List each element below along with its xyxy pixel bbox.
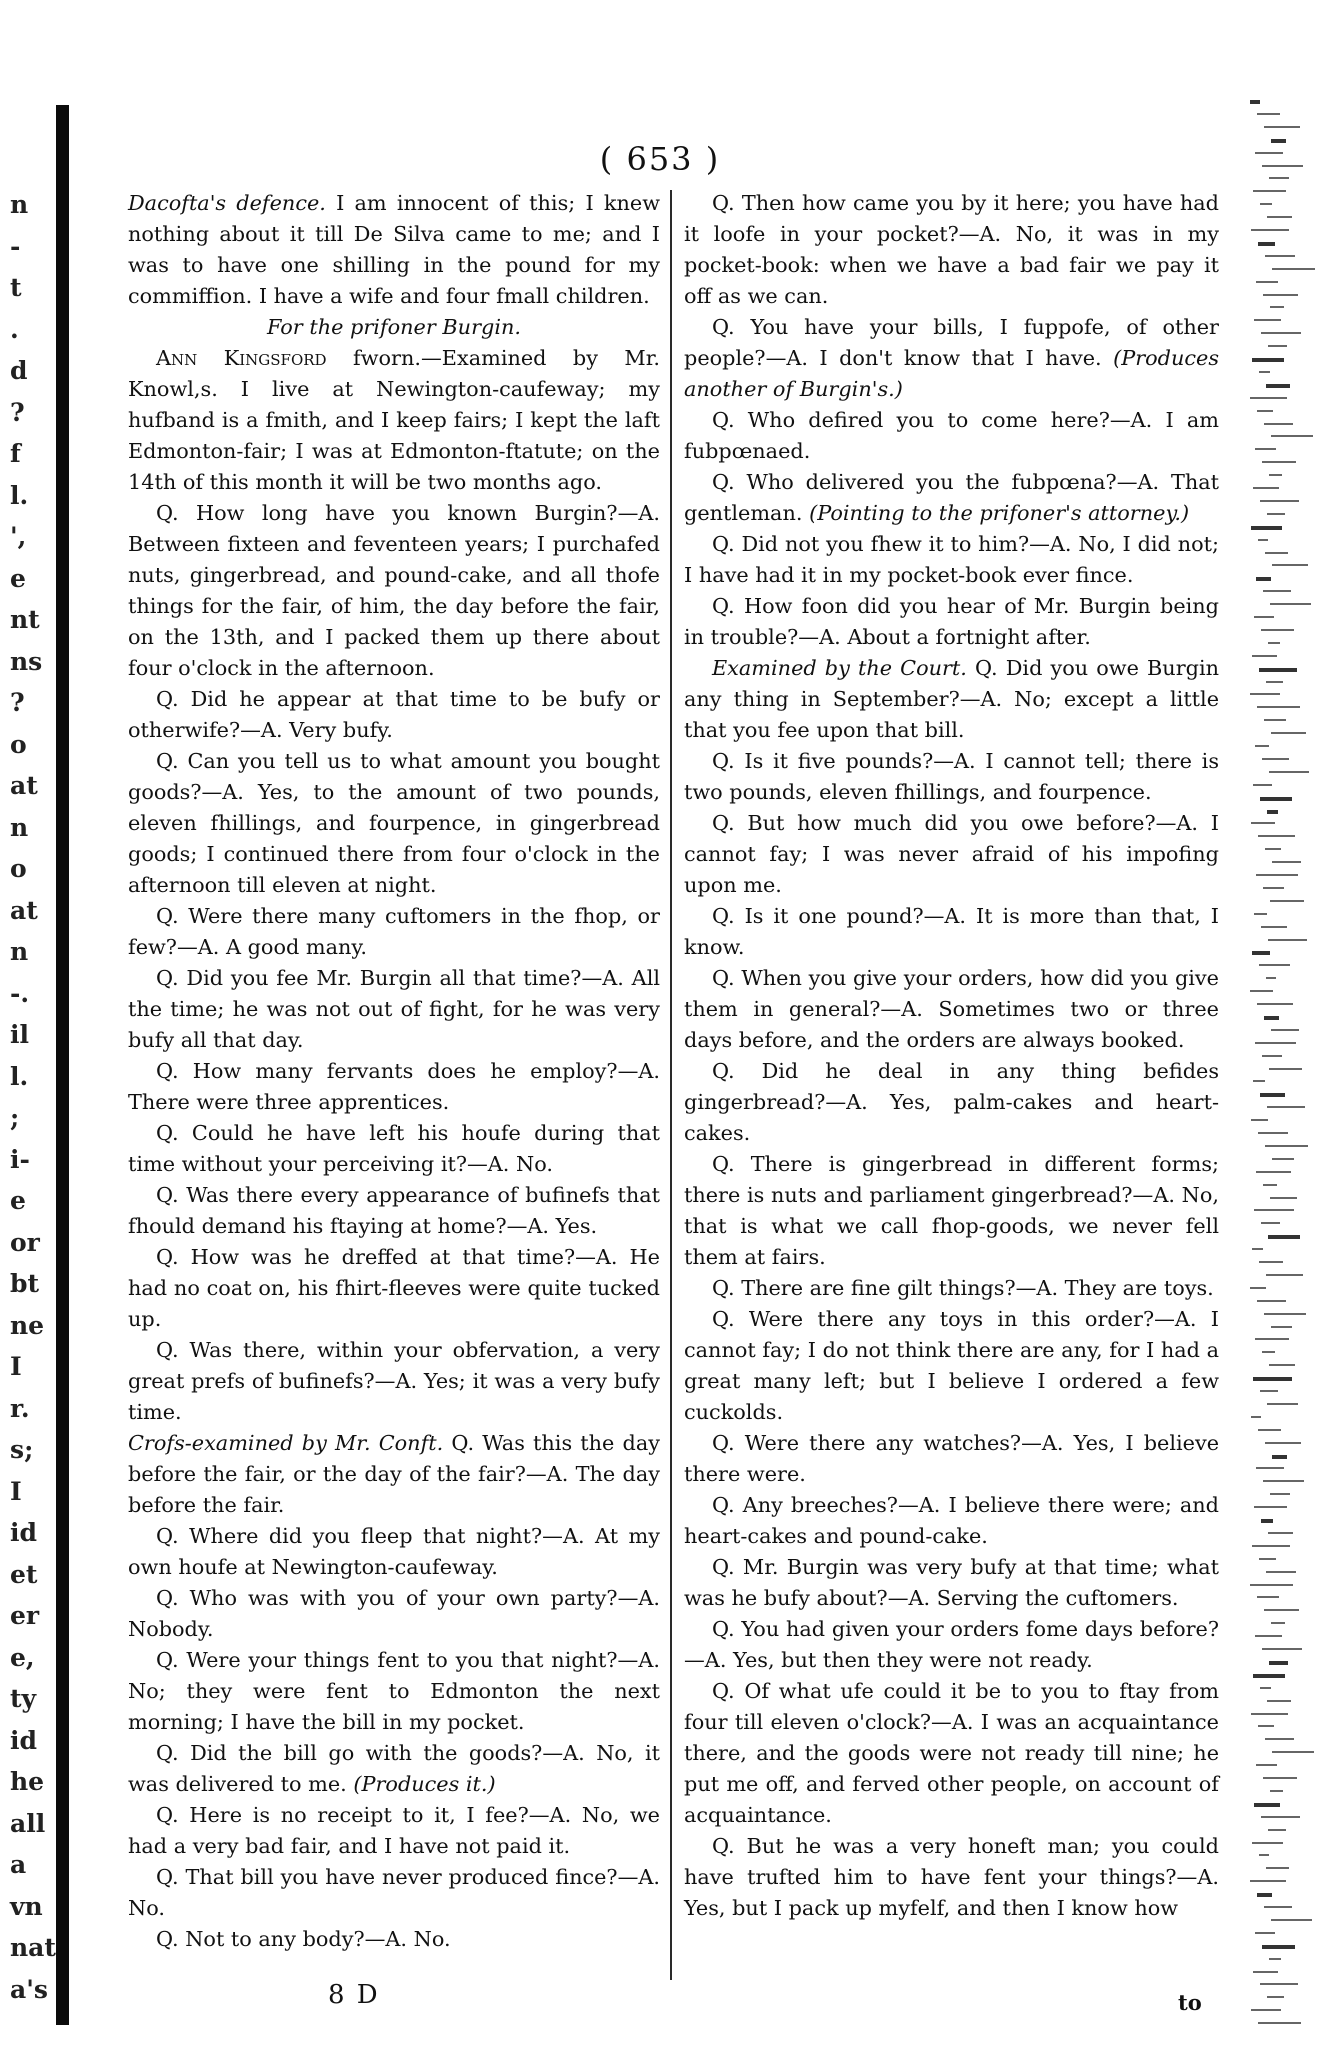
signature-mark: 8 D	[328, 1980, 380, 2010]
paragraph-text: fworn.—Examined by Mr. Knowl,s. I live at Newington-caufeway; my hufband is a fmith, and I keep fairs; I kept the laft Edmonton-fair; I was at Edmonton-ftatute; on the 14th of this month it will be two months ago.	[128, 346, 660, 494]
edge-text-trace	[1268, 1829, 1286, 1831]
paragraph-text: Q. Were there any toys in this order?—A. I cannot fay; I do not think there are any, for I had a great many left; but I believe I ordered a few cuckolds.	[684, 1307, 1219, 1424]
margin-fragment: ns	[10, 646, 43, 676]
edge-text-trace	[1251, 2009, 1281, 2011]
paragraph-text: Q. That bill you have never produced fince?—A. No.	[128, 1865, 660, 1920]
margin-fragment: t	[10, 273, 22, 302]
edge-text-trace	[1260, 500, 1299, 502]
testimony-paragraph	[128, 1862, 660, 1924]
edge-text-trace	[1267, 216, 1292, 218]
edge-text-trace	[1271, 435, 1313, 437]
edge-text-trace	[1259, 668, 1297, 672]
margin-fragment: ne	[10, 1310, 45, 1340]
margin-fragment: et	[10, 1559, 38, 1589]
edge-text-trace	[1259, 371, 1270, 373]
edge-text-trace	[1270, 603, 1311, 605]
margin-fragment: -	[10, 231, 21, 261]
edge-text-trace	[1265, 1442, 1301, 1444]
right-column	[684, 188, 1219, 1924]
edge-text-trace	[1257, 1893, 1272, 1897]
margin-fragment: e,	[10, 1642, 35, 1672]
testimony-paragraph	[128, 188, 660, 312]
edge-text-trace	[1262, 1351, 1275, 1353]
stage-direction: (Produces another of Burgin's.)	[684, 346, 1219, 401]
paragraph-text: Q. You had given your orders fome days before?—A. Yes, but then they were not ready.	[684, 1617, 1219, 1672]
edge-text-trace	[1266, 1571, 1296, 1573]
edge-text-trace	[1267, 1106, 1305, 1108]
edge-text-trace	[1269, 177, 1289, 179]
paragraph-text: Q. How long have you known Burgin?—A. Between fixteen and feventeen years; I purchafed nuts, gingerbread, and pound-cake, and all thofe things for the fair, of him, the day before the fair, on the 13th, and I packed them up there about four o'clock in the afternoon.	[128, 501, 660, 680]
edge-text-trace	[1250, 990, 1273, 992]
edge-text-trace	[1265, 848, 1281, 850]
testimony-paragraph	[684, 188, 1219, 312]
edge-text-trace	[1251, 822, 1275, 824]
margin-fragment: l.	[10, 480, 29, 510]
page-number: ( 653 )	[599, 140, 721, 178]
edge-text-trace	[1272, 564, 1308, 566]
paragraph-text: Q. Here is no receipt to it, I fee?—A. No, we had a very bad fair, and I have not paid it.	[128, 1803, 660, 1858]
edge-text-trace	[1260, 1687, 1271, 1689]
paragraph-text: Q. Of what ufe could it be to you to ftay from four till eleven o'clock?—A. I was an acquaintance there, and the goods were not ready till nine; he put me off, and ferved other people, on account of acquaintance.	[684, 1679, 1219, 1827]
testimony-paragraph	[684, 746, 1219, 808]
edge-text-trace	[1256, 1171, 1291, 1173]
margin-fragment: d	[10, 356, 28, 385]
column-rule	[670, 190, 672, 1980]
edge-text-trace	[1257, 1596, 1279, 1598]
edge-text-trace	[1259, 964, 1290, 966]
testimony-paragraph	[684, 529, 1219, 591]
previous-page-margin-fragments	[6, 190, 56, 2040]
edge-text-trace	[1258, 2022, 1301, 2024]
edge-text-trace	[1262, 1055, 1282, 1057]
edge-text-trace	[1257, 410, 1273, 412]
testimony-paragraph	[128, 1583, 660, 1645]
margin-fragment: ;	[10, 1103, 20, 1132]
edge-text-trace	[1268, 345, 1287, 347]
testimony-paragraph	[684, 963, 1219, 1056]
edge-text-trace	[1263, 1184, 1277, 1186]
testimony-paragraph	[684, 808, 1219, 901]
testimony-paragraph	[684, 1490, 1219, 1552]
margin-fragment: n	[10, 812, 29, 842]
margin-fragment: nat	[10, 1933, 56, 1962]
paragraph-text: Q. Were there many cuftomers in the fhop, or few?—A. A good many.	[128, 904, 660, 959]
margin-fragment: id	[10, 1725, 37, 1755]
edge-text-trace	[1266, 1274, 1303, 1276]
margin-fragment: nt	[10, 605, 40, 634]
margin-fragment: a	[10, 1850, 27, 1879]
paragraph-text: Q. Can you tell us to what amount you bought goods?—A. Yes, to the amount of two pounds, eleven fhillings, and fourpence, in gingerbread goods; I continued there from four o'clock in the afternoon till eleven at night.	[128, 749, 660, 897]
edge-text-trace	[1255, 152, 1283, 154]
edge-text-trace	[1260, 1093, 1285, 1097]
edge-text-trace	[1258, 1429, 1281, 1431]
paragraph-text: Q. Any breeches?—A. I believe there were; and heart-cakes and pound-cake.	[684, 1493, 1219, 1548]
edge-text-trace	[1269, 771, 1309, 773]
edge-text-trace	[1253, 1674, 1285, 1678]
right-page-edge	[1250, 100, 1320, 2050]
edge-text-trace	[1262, 758, 1289, 760]
edge-text-trace	[1250, 1287, 1266, 1289]
testimony-paragraph	[684, 1552, 1219, 1614]
margin-fragment: e	[10, 1186, 26, 1215]
paragraph-lead: Dacofta's defence.	[128, 191, 326, 215]
edge-text-trace	[1250, 100, 1260, 104]
edge-text-trace	[1268, 939, 1307, 941]
edge-text-trace	[1270, 1197, 1297, 1199]
paragraph-text: Q. But he was a very honeft man; you could have trufted him to have fent your things?—A. Yes, but I pack up myfelf, and then I know how	[684, 1834, 1219, 1920]
edge-text-trace	[1263, 887, 1284, 889]
edge-text-trace	[1256, 281, 1278, 283]
section-heading: For the prifoner Burgin.	[266, 315, 521, 339]
margin-fragment: -.	[10, 978, 30, 1008]
edge-text-trace	[1270, 1790, 1283, 1792]
margin-fragment: bt	[10, 1269, 40, 1298]
edge-text-trace	[1255, 1635, 1282, 1637]
edge-text-trace	[1255, 1042, 1296, 1044]
edge-text-trace	[1256, 874, 1298, 876]
edge-text-trace	[1254, 319, 1281, 321]
margin-fragment: .	[10, 314, 19, 344]
edge-text-trace	[1259, 1854, 1269, 1856]
edge-text-trace	[1253, 1377, 1292, 1381]
paragraph-text: Q. Then how came you by it here; you have had it loofe in your pocket?—A. No, it was in my pocket-book: when we have a bad fair we pay it off as we can.	[684, 191, 1219, 308]
margin-fragment: id	[10, 1518, 37, 1547]
edge-text-trace	[1251, 1713, 1288, 1715]
paragraph-text: Q. Was there every appearance of bufinefs that fhould demand his ftaying at home?—A. Yes.	[128, 1183, 660, 1238]
edge-text-trace	[1260, 203, 1272, 205]
testimony-paragraph	[684, 1676, 1219, 1831]
stage-direction: (Pointing to the prifoner's attorney.)	[802, 501, 1190, 525]
edge-text-trace	[1268, 1235, 1300, 1239]
edge-text-trace	[1267, 1996, 1284, 1998]
edge-text-trace	[1251, 1119, 1268, 1121]
testimony-paragraph	[128, 901, 660, 963]
margin-fragment: ',	[10, 522, 27, 551]
testimony-paragraph	[684, 1056, 1219, 1149]
testimony-paragraph	[684, 1304, 1219, 1428]
margin-fragment: o	[10, 854, 27, 883]
edge-text-trace	[1250, 693, 1280, 695]
edge-text-trace	[1257, 1300, 1286, 1302]
edge-text-trace	[1265, 1145, 1308, 1147]
testimony-paragraph	[128, 1521, 660, 1583]
edge-text-trace	[1254, 616, 1274, 618]
edge-text-trace	[1266, 977, 1276, 979]
edge-text-trace	[1251, 229, 1289, 231]
edge-text-trace	[1265, 255, 1295, 257]
edge-text-trace	[1272, 861, 1301, 863]
edge-text-trace	[1253, 190, 1286, 192]
testimony-paragraph	[684, 1149, 1219, 1273]
paragraph-text: Q. Is it five pounds?—A. I cannot tell; there is two pounds, eleven fhillings, and fourpence.	[684, 749, 1219, 804]
edge-text-trace	[1255, 1932, 1275, 1934]
edge-text-trace	[1258, 539, 1268, 541]
edge-text-trace	[1256, 1467, 1284, 1469]
edge-text-trace	[1264, 126, 1300, 128]
edge-text-trace	[1269, 1661, 1288, 1665]
edge-text-trace	[1269, 1958, 1281, 1960]
margin-fragment: o	[10, 729, 27, 759]
edge-text-trace	[1258, 1132, 1288, 1134]
testimony-paragraph	[128, 963, 660, 1056]
edge-text-trace	[1264, 1313, 1306, 1315]
edge-text-trace	[1252, 1545, 1290, 1547]
paragraph-lead: Crofs-examined by Mr. Conft.	[128, 1431, 444, 1455]
edge-text-trace	[1269, 474, 1282, 476]
paragraph-text: Q. Did the bill go with the goods?—A. No, it was delivered to me.	[128, 1741, 660, 1796]
edge-text-trace	[1262, 461, 1296, 463]
edge-text-trace	[1260, 797, 1292, 801]
left-column	[128, 188, 660, 1955]
edge-text-trace	[1263, 294, 1298, 296]
edge-text-trace	[1252, 951, 1270, 955]
edge-text-trace	[1267, 1403, 1298, 1405]
margin-fragment: at	[10, 771, 38, 800]
edge-text-trace	[1266, 681, 1283, 683]
testimony-paragraph	[128, 1180, 660, 1242]
edge-text-trace	[1257, 1003, 1293, 1005]
testimony-paragraph	[684, 591, 1219, 653]
edge-text-trace	[1252, 1248, 1263, 1250]
edge-text-trace	[1264, 1016, 1279, 1020]
testimony-paragraph	[128, 1645, 660, 1738]
edge-text-trace	[1253, 487, 1279, 489]
testimony-paragraph	[684, 1273, 1219, 1304]
testimony-paragraph	[684, 1428, 1219, 1490]
paragraph-text: Q. Mr. Burgin was very bufy at that time; what was he bufy about?—A. Serving the cuftomers.	[684, 1555, 1219, 1610]
edge-text-trace	[1268, 642, 1280, 644]
edge-text-trace	[1262, 1945, 1295, 1949]
edge-text-trace	[1265, 1738, 1294, 1740]
testimony-paragraph	[128, 1118, 660, 1180]
margin-fragment: a's	[10, 1974, 48, 2004]
testimony-paragraph	[128, 498, 660, 684]
edge-text-trace	[1263, 590, 1291, 592]
edge-text-trace	[1272, 1158, 1294, 1160]
edge-text-trace	[1266, 384, 1290, 388]
edge-text-trace	[1267, 810, 1278, 814]
testimony-paragraph	[128, 1800, 660, 1862]
edge-text-trace	[1263, 1777, 1297, 1779]
paragraph-text: Q. Who was with you of your own party?—A. Nobody.	[128, 1586, 660, 1641]
paragraph-text: I am innocent of this; I knew nothing about it till De Silva came to me; and I was to have one shilling in the pound for my commiffion. I have a wife and four fmall children.	[128, 191, 660, 308]
binding-shadow	[56, 105, 69, 2025]
edge-text-trace	[1255, 448, 1276, 450]
edge-text-trace	[1252, 358, 1284, 362]
testimony-paragraph	[128, 343, 660, 498]
paragraph-text: Q. Did he deal in any thing befides gingerbread?—A. Yes, palm-cakes and heart-cakes.	[684, 1059, 1219, 1145]
edge-text-trace	[1259, 1261, 1283, 1263]
edge-text-trace	[1272, 1751, 1314, 1753]
testimony-paragraph	[684, 467, 1219, 529]
edge-text-trace	[1256, 1764, 1277, 1766]
paragraph-text: Q. How foon did you hear of Mr. Burgin being in trouble?—A. About a fortnight after.	[684, 594, 1219, 649]
edge-text-trace	[1270, 900, 1304, 902]
margin-fragment: vn	[10, 1891, 43, 1921]
edge-text-trace	[1253, 784, 1272, 786]
catchword: to	[1178, 1990, 1202, 2015]
edge-text-trace	[1258, 835, 1295, 837]
paragraph-text: Q. How many fervants does he employ?—A. There were three apprentices.	[128, 1059, 660, 1114]
edge-text-trace	[1270, 1493, 1290, 1495]
paragraph-text: Q. There is gingerbread in different forms; there is nuts and parliament gingerbread?—A. No, that is what we call fhop-goods, we never fell them at fairs.	[684, 1152, 1219, 1269]
edge-text-trace	[1264, 719, 1286, 721]
paragraph-text: Q. Is it one pound?—A. It is more than that, I know.	[684, 904, 1219, 959]
margin-fragment: er	[10, 1601, 40, 1630]
edge-text-trace	[1253, 1080, 1265, 1082]
edge-text-trace	[1264, 423, 1293, 425]
paragraph-text: Q. Who delivered you the fubpœna?—A. That gentleman.	[684, 470, 1219, 525]
edge-text-trace	[1250, 397, 1287, 399]
margin-fragment: i-	[10, 1144, 30, 1174]
paragraph-text: Q. Was there, within your obfervation, a very great prefs of bufinefs?—A. Yes; it was a very bufy time.	[128, 1338, 660, 1424]
edge-text-trace	[1258, 1725, 1274, 1727]
testimony-paragraph	[128, 684, 660, 746]
testimony-paragraph	[684, 901, 1219, 963]
margin-fragment: e	[10, 563, 26, 593]
testimony-paragraph	[128, 746, 660, 901]
edge-text-trace	[1272, 268, 1315, 270]
edge-text-trace	[1261, 1222, 1280, 1224]
edge-text-trace	[1257, 113, 1280, 115]
edge-text-trace	[1254, 1209, 1294, 1211]
edge-text-trace	[1267, 513, 1285, 515]
margin-fragment: ?	[10, 688, 25, 717]
testimony-paragraph	[684, 1614, 1219, 1676]
edge-text-trace	[1271, 1326, 1292, 1328]
paragraph-text: Q. Did you fee Mr. Burgin all that time?—A. All the time; he was not out of fight, for he was very bufy all that day.	[128, 966, 660, 1052]
paragraph-lead: Examined by the Court.	[712, 656, 967, 680]
edge-text-trace	[1252, 1842, 1283, 1844]
margin-fragment: I	[10, 1352, 22, 1381]
margin-fragment: f	[10, 439, 21, 468]
edge-text-trace	[1266, 1867, 1289, 1869]
testimony-paragraph	[684, 653, 1219, 746]
edge-text-trace	[1260, 1390, 1278, 1392]
edge-text-trace	[1250, 1584, 1293, 1586]
paragraph-text: Q. Did not you fhew it to him?—A. No, I did not; I have had it in my pocket-book ever fince.	[684, 532, 1219, 587]
paragraph-text: Q. You have your bills, I fuppofe, of other people?—A. I don't know that I have.	[684, 315, 1219, 370]
edge-text-trace	[1261, 332, 1301, 334]
margin-fragment: he	[10, 1767, 45, 1796]
edge-text-trace	[1257, 706, 1300, 708]
edge-text-trace	[1269, 1068, 1302, 1070]
margin-fragment: s;	[10, 1435, 34, 1464]
margin-fragment: at	[10, 895, 38, 925]
edge-text-trace	[1262, 1648, 1302, 1650]
edge-text-trace	[1251, 1416, 1261, 1418]
edge-text-trace	[1261, 629, 1294, 631]
paragraph-text: Q. Who defired you to come here?—A. I am fubpœnaed.	[684, 408, 1219, 463]
margin-fragment: n	[10, 190, 29, 219]
edge-text-trace	[1262, 165, 1303, 167]
edge-text-trace	[1271, 139, 1286, 143]
testimony-paragraph	[684, 312, 1219, 405]
edge-text-trace	[1261, 1519, 1273, 1523]
paragraph-text: Q. There are fine gilt things?—A. They are toys.	[712, 1276, 1214, 1300]
edge-text-trace	[1259, 1558, 1276, 1560]
edge-text-trace	[1269, 1364, 1295, 1366]
edge-text-trace	[1271, 732, 1306, 734]
margin-fragment: all	[10, 1808, 46, 1838]
edge-text-trace	[1250, 1880, 1286, 1882]
paragraph-text: Q. Did he appear at that time to be bufy or otherwife?—A. Very bufy.	[128, 687, 660, 742]
edge-text-trace	[1254, 1803, 1280, 1807]
paragraph-lead: Ann Kingsford	[156, 346, 327, 370]
paragraph-text: Q. Could he have left his houfe during that time without your perceiving it?—A. No.	[128, 1121, 660, 1176]
edge-text-trace	[1264, 1906, 1292, 1908]
paragraph-text: Q. Where did you fleep that night?—A. At my own houfe at Newington-caufeway.	[128, 1524, 660, 1579]
edge-text-trace	[1251, 526, 1282, 530]
margin-fragment: n	[10, 937, 29, 966]
margin-fragment: or	[10, 1227, 40, 1257]
paragraph-text: Q. Did you owe Burgin any thing in September?—A. No; except a little that you fee upon that bill.	[684, 656, 1220, 742]
edge-text-trace	[1261, 1816, 1300, 1818]
edge-text-trace	[1254, 913, 1267, 915]
paragraph-text: Q. Were your things fent to you that night?—A. No; they were fent to Edmonton the next morning; I have the bill in my pocket.	[128, 1648, 660, 1734]
edge-text-trace	[1270, 306, 1284, 308]
paragraph-text: Q. But how much did you owe before?—A. I cannot fay; I was never afraid of his impofing upon me.	[684, 811, 1219, 897]
edge-text-trace	[1255, 745, 1269, 747]
testimony-paragraph	[128, 1428, 660, 1521]
paragraph-text: Q. How was he dreffed at that time?—A. He had no coat on, his fhirt-fleeves were quite tucked up.	[128, 1245, 660, 1331]
edge-text-trace	[1267, 1700, 1291, 1702]
margin-fragment: il	[10, 1020, 29, 1049]
testimony-paragraph	[128, 1924, 660, 1955]
paragraph-text: Q. Not to any body?—A. No.	[156, 1927, 451, 1951]
edge-text-trace	[1263, 1480, 1304, 1482]
edge-text-trace	[1268, 1532, 1293, 1534]
edge-text-trace	[1253, 1971, 1278, 1973]
edge-text-trace	[1264, 1609, 1299, 1611]
edge-text-trace	[1258, 242, 1275, 246]
testimony-paragraph	[128, 1056, 660, 1118]
paragraph-text: Q. Were there any watches?—A. Yes, I believe there were.	[684, 1431, 1219, 1486]
edge-text-trace	[1260, 1983, 1298, 1985]
testimony-paragraph	[684, 405, 1219, 467]
stage-direction: (Produces it.)	[346, 1772, 496, 1796]
edge-text-trace	[1271, 1622, 1285, 1624]
testimony-paragraph	[684, 1831, 1219, 1924]
testimony-paragraph	[128, 1335, 660, 1428]
margin-fragment: I	[10, 1476, 22, 1506]
edge-text-trace	[1256, 577, 1271, 581]
edge-text-trace	[1271, 1919, 1312, 1921]
margin-fragment: l.	[10, 1061, 29, 1091]
testimony-paragraph	[128, 1242, 660, 1335]
margin-fragment: ?	[10, 397, 25, 427]
paragraph-text: Q. When you give your orders, how did you give them in general?—A. Sometimes two or three days before, and the orders are always booked.	[684, 966, 1219, 1052]
margin-fragment: ty	[10, 1684, 37, 1713]
paragraph-text: Q. Was this the day before the fair, or the day of the fair?—A. The day before the fair.	[128, 1431, 660, 1517]
edge-text-trace	[1271, 1029, 1299, 1031]
edge-text-trace	[1255, 1338, 1289, 1340]
testimony-paragraph	[128, 1738, 660, 1800]
edge-text-trace	[1254, 1506, 1287, 1508]
edge-text-trace	[1252, 655, 1277, 657]
edge-text-trace	[1265, 552, 1288, 554]
edge-text-trace	[1261, 926, 1287, 928]
edge-text-trace	[1272, 1455, 1287, 1459]
margin-fragment: r.	[10, 1393, 30, 1423]
